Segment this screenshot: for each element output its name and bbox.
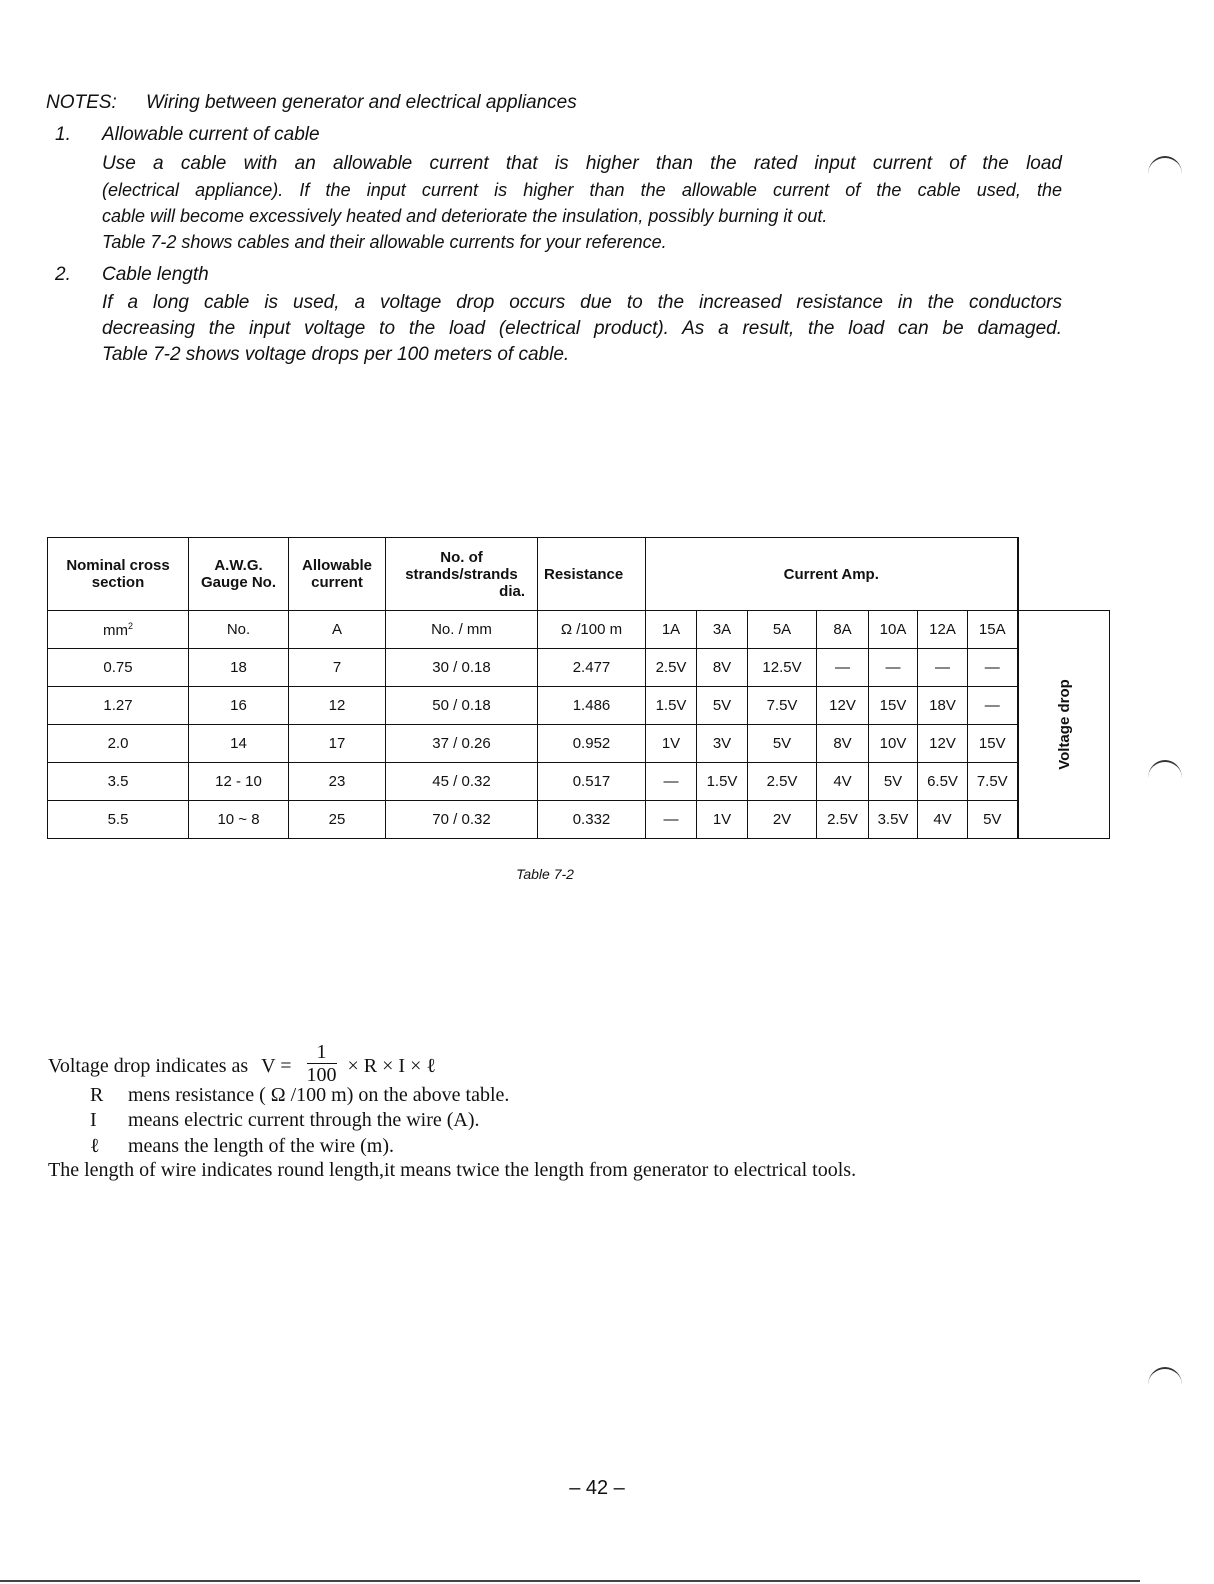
table-row (48, 725, 1110, 763)
voltage-drop-label: Voltage drop (1055, 679, 1073, 770)
cell: 17 (289, 725, 386, 763)
table-row (48, 801, 1110, 839)
header-strands: No. of strands/strands dia. (386, 538, 538, 611)
note-item-1-body (102, 151, 1062, 255)
definition-i (90, 1109, 480, 1132)
cell: 5V (869, 763, 918, 801)
cell: 12.5V (748, 649, 817, 687)
note-line: (electrical appliance). If the input current is higher than the allowable current of the cable used, the (102, 180, 1062, 200)
note-line: If a long cable is used, a voltage drop occurs due to the increased resistance in the conductors (102, 292, 1062, 313)
cable-table (47, 537, 1110, 839)
note-line: Table 7-2 shows cables and their allowable currents for your reference. (102, 232, 667, 252)
cell: 2.0 (48, 725, 189, 763)
formula-lhs: V = (261, 1055, 292, 1078)
cell: 8V (697, 649, 748, 687)
note-line: decreasing the input voltage to the load (electrical product). As a result, the load can be damaged. (102, 318, 1062, 339)
cell: 12 (289, 687, 386, 725)
cell: 3V (697, 725, 748, 763)
note-item-2-heading (55, 264, 209, 286)
cell: 15V (968, 725, 1018, 763)
cell: 14 (189, 725, 289, 763)
definition-symbol: I (90, 1109, 97, 1131)
header-nominal-cross-section: Nominal cross section (48, 538, 189, 611)
cell: 1V (697, 801, 748, 839)
cell: 12V (817, 687, 869, 725)
cell: 5V (697, 687, 748, 725)
table-row (48, 763, 1110, 801)
unit-cell: $mm^2$ (48, 611, 189, 649)
note-item-title: Allowable current of cable (102, 124, 320, 145)
table-row (48, 649, 1110, 687)
cell: 3.5 (48, 763, 189, 801)
cell: 5V (748, 725, 817, 763)
unit-cell: 15A (968, 611, 1018, 649)
definition-symbol: R (90, 1084, 104, 1106)
cell: — (918, 649, 968, 687)
unit-cell: 5A (748, 611, 817, 649)
cell: 5.5 (48, 801, 189, 839)
note-line: Use a cable with an allowable current that is higher than the rated input current of the load (102, 153, 1062, 174)
binding-hole-mark-icon (1148, 760, 1182, 796)
unit-cell: No. / mm (386, 611, 538, 649)
cell: 45 / 0.32 (386, 763, 538, 801)
notes-label: NOTES: (46, 92, 117, 113)
cell: 12 - 10 (189, 763, 289, 801)
definition-text: means electric current through the wire (A). (128, 1109, 480, 1131)
cell: 16 (189, 687, 289, 725)
table-units-row (48, 611, 1110, 649)
cell: 2.477 (538, 649, 646, 687)
voltage-drop-label-cell (1018, 611, 1110, 839)
cell: 0.517 (538, 763, 646, 801)
definition-text: mens resistance ( Ω /100 m) on the above table. (128, 1084, 510, 1106)
binding-hole-mark-icon (1148, 1367, 1182, 1403)
cell: 0.952 (538, 725, 646, 763)
cell: 50 / 0.18 (386, 687, 538, 725)
cell: 2.5V (646, 649, 697, 687)
note-item-title: Cable length (102, 264, 209, 285)
cell: 2V (748, 801, 817, 839)
cell: 7 (289, 649, 386, 687)
header-current-amp: Current Amp. (646, 538, 1018, 611)
cell: 7.5V (748, 687, 817, 725)
definition-symbol: ℓ (90, 1135, 100, 1157)
cell: — (968, 687, 1018, 725)
cell: 10V (869, 725, 918, 763)
cell: 6.5V (918, 763, 968, 801)
cell: 10 ~ 8 (189, 801, 289, 839)
table-row (48, 687, 1110, 725)
cell: 23 (289, 763, 386, 801)
cell: 15V (869, 687, 918, 725)
note-line: cable will become excessively heated and deteriorate the insulation, possibly burning it out. (102, 206, 828, 226)
table-header-row (48, 538, 1110, 611)
definition-l (90, 1135, 394, 1158)
formula-rhs: × R × I × ℓ (347, 1055, 436, 1078)
cell: — (646, 801, 697, 839)
cell: — (646, 763, 697, 801)
header-awg-gauge: A.W.G. Gauge No. (189, 538, 289, 611)
cell: 8V (817, 725, 869, 763)
page-bottom-rule (0, 1580, 1140, 1582)
unit-cell: 8A (817, 611, 869, 649)
cell: 37 / 0.26 (386, 725, 538, 763)
cell: — (968, 649, 1018, 687)
cell: 0.75 (48, 649, 189, 687)
page-number: – 42 – (569, 1477, 625, 1499)
formula-lead: Voltage drop indicates as (48, 1055, 249, 1078)
note-item-2-body (102, 290, 1062, 368)
definition-text: means the length of the wire (m). (128, 1135, 395, 1157)
binding-hole-mark-icon (1148, 156, 1182, 192)
note-item-1-heading (55, 124, 320, 146)
cell: 1.27 (48, 687, 189, 725)
unit-cell: 12A (918, 611, 968, 649)
cell: 3.5V (869, 801, 918, 839)
cell: 18V (918, 687, 968, 725)
table-caption: Table 7-2 (516, 866, 574, 882)
header-spacer (1018, 538, 1110, 611)
cell: 70 / 0.32 (386, 801, 538, 839)
cell: 1.5V (697, 763, 748, 801)
notes-title: Wiring between generator and electrical appliances (146, 92, 577, 113)
formula-fraction (307, 1041, 337, 1086)
cell: 1.5V (646, 687, 697, 725)
header-allowable-current: Allowable current (289, 538, 386, 611)
unit-cell: A (289, 611, 386, 649)
cell: 2.5V (817, 801, 869, 839)
cell: 4V (918, 801, 968, 839)
unit-cell: 1A (646, 611, 697, 649)
unit-cell: Ω /100 m (538, 611, 646, 649)
cell: 12V (918, 725, 968, 763)
unit-cell: 10A (869, 611, 918, 649)
cell: 30 / 0.18 (386, 649, 538, 687)
cell: 2.5V (748, 763, 817, 801)
definition-r (90, 1084, 509, 1107)
cell: 1V (646, 725, 697, 763)
unit-cell: 3A (697, 611, 748, 649)
cell: — (817, 649, 869, 687)
cell: 25 (289, 801, 386, 839)
fraction-numerator: 1 (307, 1041, 337, 1064)
fraction-denominator: 100 (306, 1064, 337, 1086)
note-item-number: 2. (55, 264, 71, 285)
cell: 1.486 (538, 687, 646, 725)
note-line: Table 7-2 shows voltage drops per 100 meters of cable. (102, 344, 570, 365)
note-item-number: 1. (55, 124, 71, 145)
cell: 0.332 (538, 801, 646, 839)
cell: — (869, 649, 918, 687)
round-length-note: The length of wire indicates round length,it means twice the length from generator to electrical tools. (48, 1159, 857, 1181)
cell: 4V (817, 763, 869, 801)
header-resistance: Resistance (538, 538, 646, 611)
cell: 7.5V (968, 763, 1018, 801)
notes-heading (46, 92, 577, 114)
unit-cell: No. (189, 611, 289, 649)
cell: 5V (968, 801, 1018, 839)
cell: 18 (189, 649, 289, 687)
